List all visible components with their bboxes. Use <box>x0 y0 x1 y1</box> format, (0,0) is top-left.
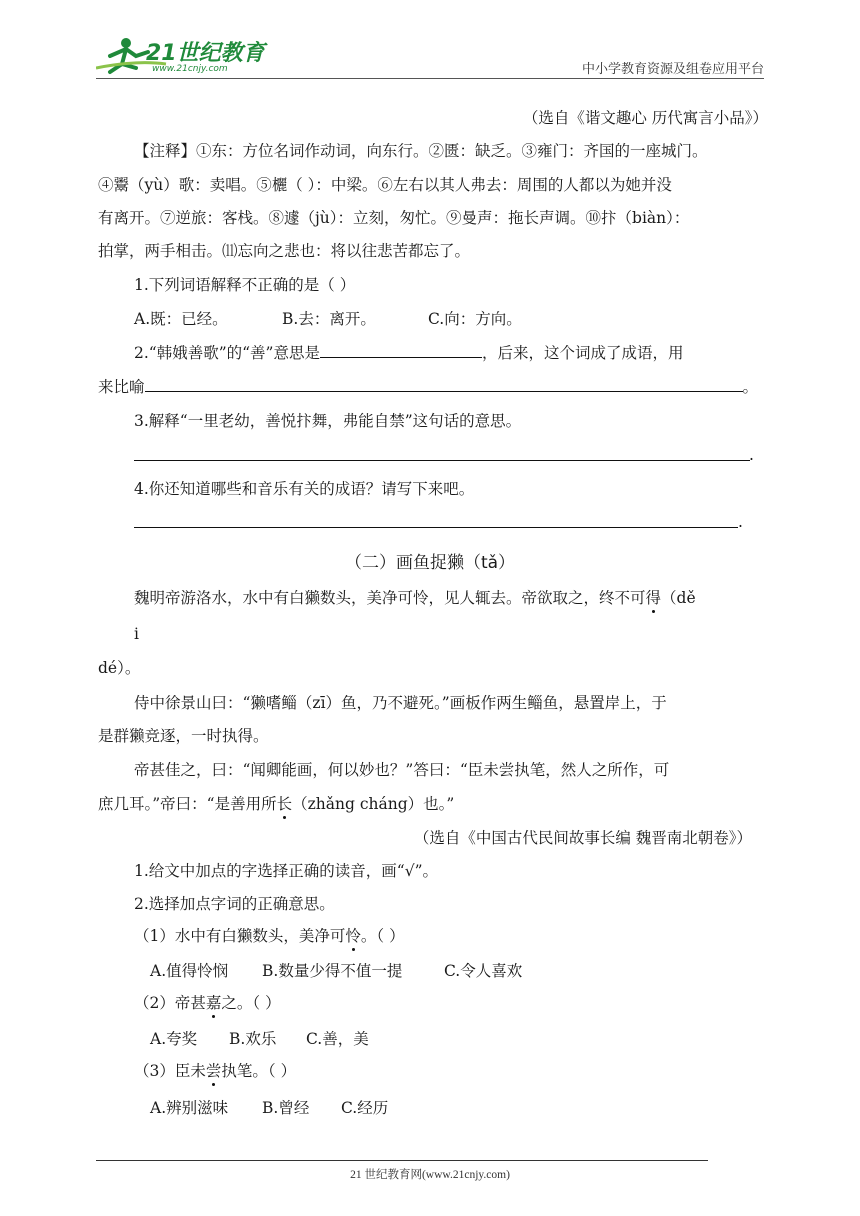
p2-question-1: 1.给文中加点的字选择正确的读音，画“√”。 <box>134 862 439 880</box>
part1-source: （选自《谐文趣心 历代寓言小品》） <box>522 109 768 127</box>
q4-end: . <box>738 513 743 531</box>
sub3-text-b: 执笔。（ ） <box>221 1062 297 1080</box>
sub-question-3 <box>134 1061 296 1081</box>
sub3-dotted-char: 尝 <box>205 1062 222 1080</box>
question-3: 3.解释“一里老幼，善悦抃舞，弗能自禁”这句话的意思。 <box>134 412 522 430</box>
question-2-line-2 <box>98 377 758 397</box>
sub3-text-a: （3）臣未 <box>134 1062 206 1080</box>
logo-url: www.21cnjy.com <box>152 64 228 74</box>
q2-text-b: ，后来，这个词成了成语，用 <box>482 344 684 362</box>
section-title: （二）画鱼捉獭（tǎ） <box>344 553 516 573</box>
sub-question-1 <box>134 926 405 946</box>
question-4: 4.你还知道哪些和音乐有关的成语？请写下来吧。 <box>134 480 475 498</box>
part2-source: （选自《中国古代民间故事长编 魏晋南北朝卷》） <box>413 829 752 847</box>
sub3-option-a: A.辨别滋味 <box>150 1099 229 1117</box>
q3-end: . <box>749 446 754 464</box>
notes-line-3: 有离开。⑦逆旅：客栈。⑧遽（jù）：立刻，匆忙。⑨曼声：拖长声调。⑩抃（biàn）： <box>98 209 690 227</box>
sub-question-2 <box>134 993 281 1013</box>
p3-text-b: （zhǎng cháng）也。” <box>292 795 455 813</box>
q2-text-a: 2.“韩娥善歌”的“善”意思是 <box>134 344 320 362</box>
q3-answer-line[interactable] <box>134 460 750 461</box>
p3-line-1: 帝甚佳之，曰：“闻卿能画，何以妙也？”答曰：“臣未尝执笔，然人之所作，可 <box>134 761 670 779</box>
q1-option-c: C.向：方向。 <box>428 310 522 328</box>
sub3-option-b: B.曾经 <box>262 1099 310 1117</box>
q2-end: 。 <box>742 378 759 396</box>
p2-question-2: 2.选择加点字词的正确意思。 <box>134 895 335 913</box>
p1-line-1 <box>134 588 696 608</box>
q2-blank-1[interactable] <box>320 343 482 358</box>
sub1-text-a: （1）水中有白獭数头，美净可 <box>134 927 346 945</box>
p1-text-b: （dě <box>661 589 696 607</box>
q1-option-b: B.去：离开。 <box>282 310 376 328</box>
site-logo <box>96 34 266 78</box>
header-slogan: 中小学教育资源及组卷应用平台 <box>581 61 764 76</box>
notes-line-4: 拍掌，两手相击。⑾忘向之悲也：将以往悲苦都忘了。 <box>98 242 471 260</box>
p2-line-2: 是群獭竞逐，一时执得。 <box>98 727 269 745</box>
sub1-option-a: A.值得怜悯 <box>150 962 229 980</box>
question-1: 1.下列词语解释不正确的是（ ） <box>134 276 356 294</box>
sub2-option-c: C.善，美 <box>306 1030 369 1048</box>
notes-line-2: ④鬻（yù）歌：卖唱。⑤欐（ ）：中梁。⑥左右以其人弗去：周围的人都以为她并没 <box>98 176 672 194</box>
question-2-line-1 <box>134 343 684 363</box>
p3-text-a: 庶几耳。”帝曰：“是善用所 <box>98 795 277 813</box>
footer-divider <box>96 1160 708 1161</box>
sub1-option-b: B.数量少得不值一提 <box>262 962 403 980</box>
sub2-dotted-char: 嘉 <box>205 994 222 1012</box>
p1-line-2: i <box>134 625 139 643</box>
sub3-option-c: C.经历 <box>341 1099 389 1117</box>
sub2-option-b: B.欢乐 <box>229 1030 277 1048</box>
p1-dotted-char: 得 <box>645 589 662 607</box>
notes-line-1: 【注释】①东：方位名词作动词，向东行。②匮：缺乏。③雍门：齐国的一座城门。 <box>134 142 708 160</box>
p3-line-2 <box>98 794 454 814</box>
q1-option-a: A.既：已经。 <box>134 310 228 328</box>
q4-answer-line[interactable] <box>134 527 738 528</box>
p3-dotted-char: 长 <box>276 795 293 813</box>
sub1-dotted-char: 怜 <box>345 927 361 945</box>
sub2-text-b: 之。（ ） <box>221 994 281 1012</box>
header-divider <box>96 78 764 79</box>
sub1-text-b: 。（ ） <box>360 927 405 945</box>
sub2-option-a: A.夸奖 <box>150 1030 198 1048</box>
p1-text-a: 魏明帝游洛水，水中有白獭数头，美净可怜，见人辄去。帝欲取之，终不可 <box>134 589 646 607</box>
q2-blank-2[interactable] <box>145 377 743 392</box>
q2-text-c: 来比喻 <box>98 378 145 396</box>
footer-text: 21 世纪教育网(www.21cnjy.com) <box>350 1169 510 1181</box>
sub2-text-a: （2）帝甚 <box>134 994 206 1012</box>
p2-line-1: 侍中徐景山曰：“獭嗜鲻（zī）鱼，乃不避死。”画板作两生鲻鱼，悬置岸上，于 <box>134 694 667 712</box>
logo-text: 21世纪教育 <box>146 41 265 66</box>
sub1-option-c: C.令人喜欢 <box>444 962 523 980</box>
p1-line-3: dé）。 <box>98 659 141 677</box>
